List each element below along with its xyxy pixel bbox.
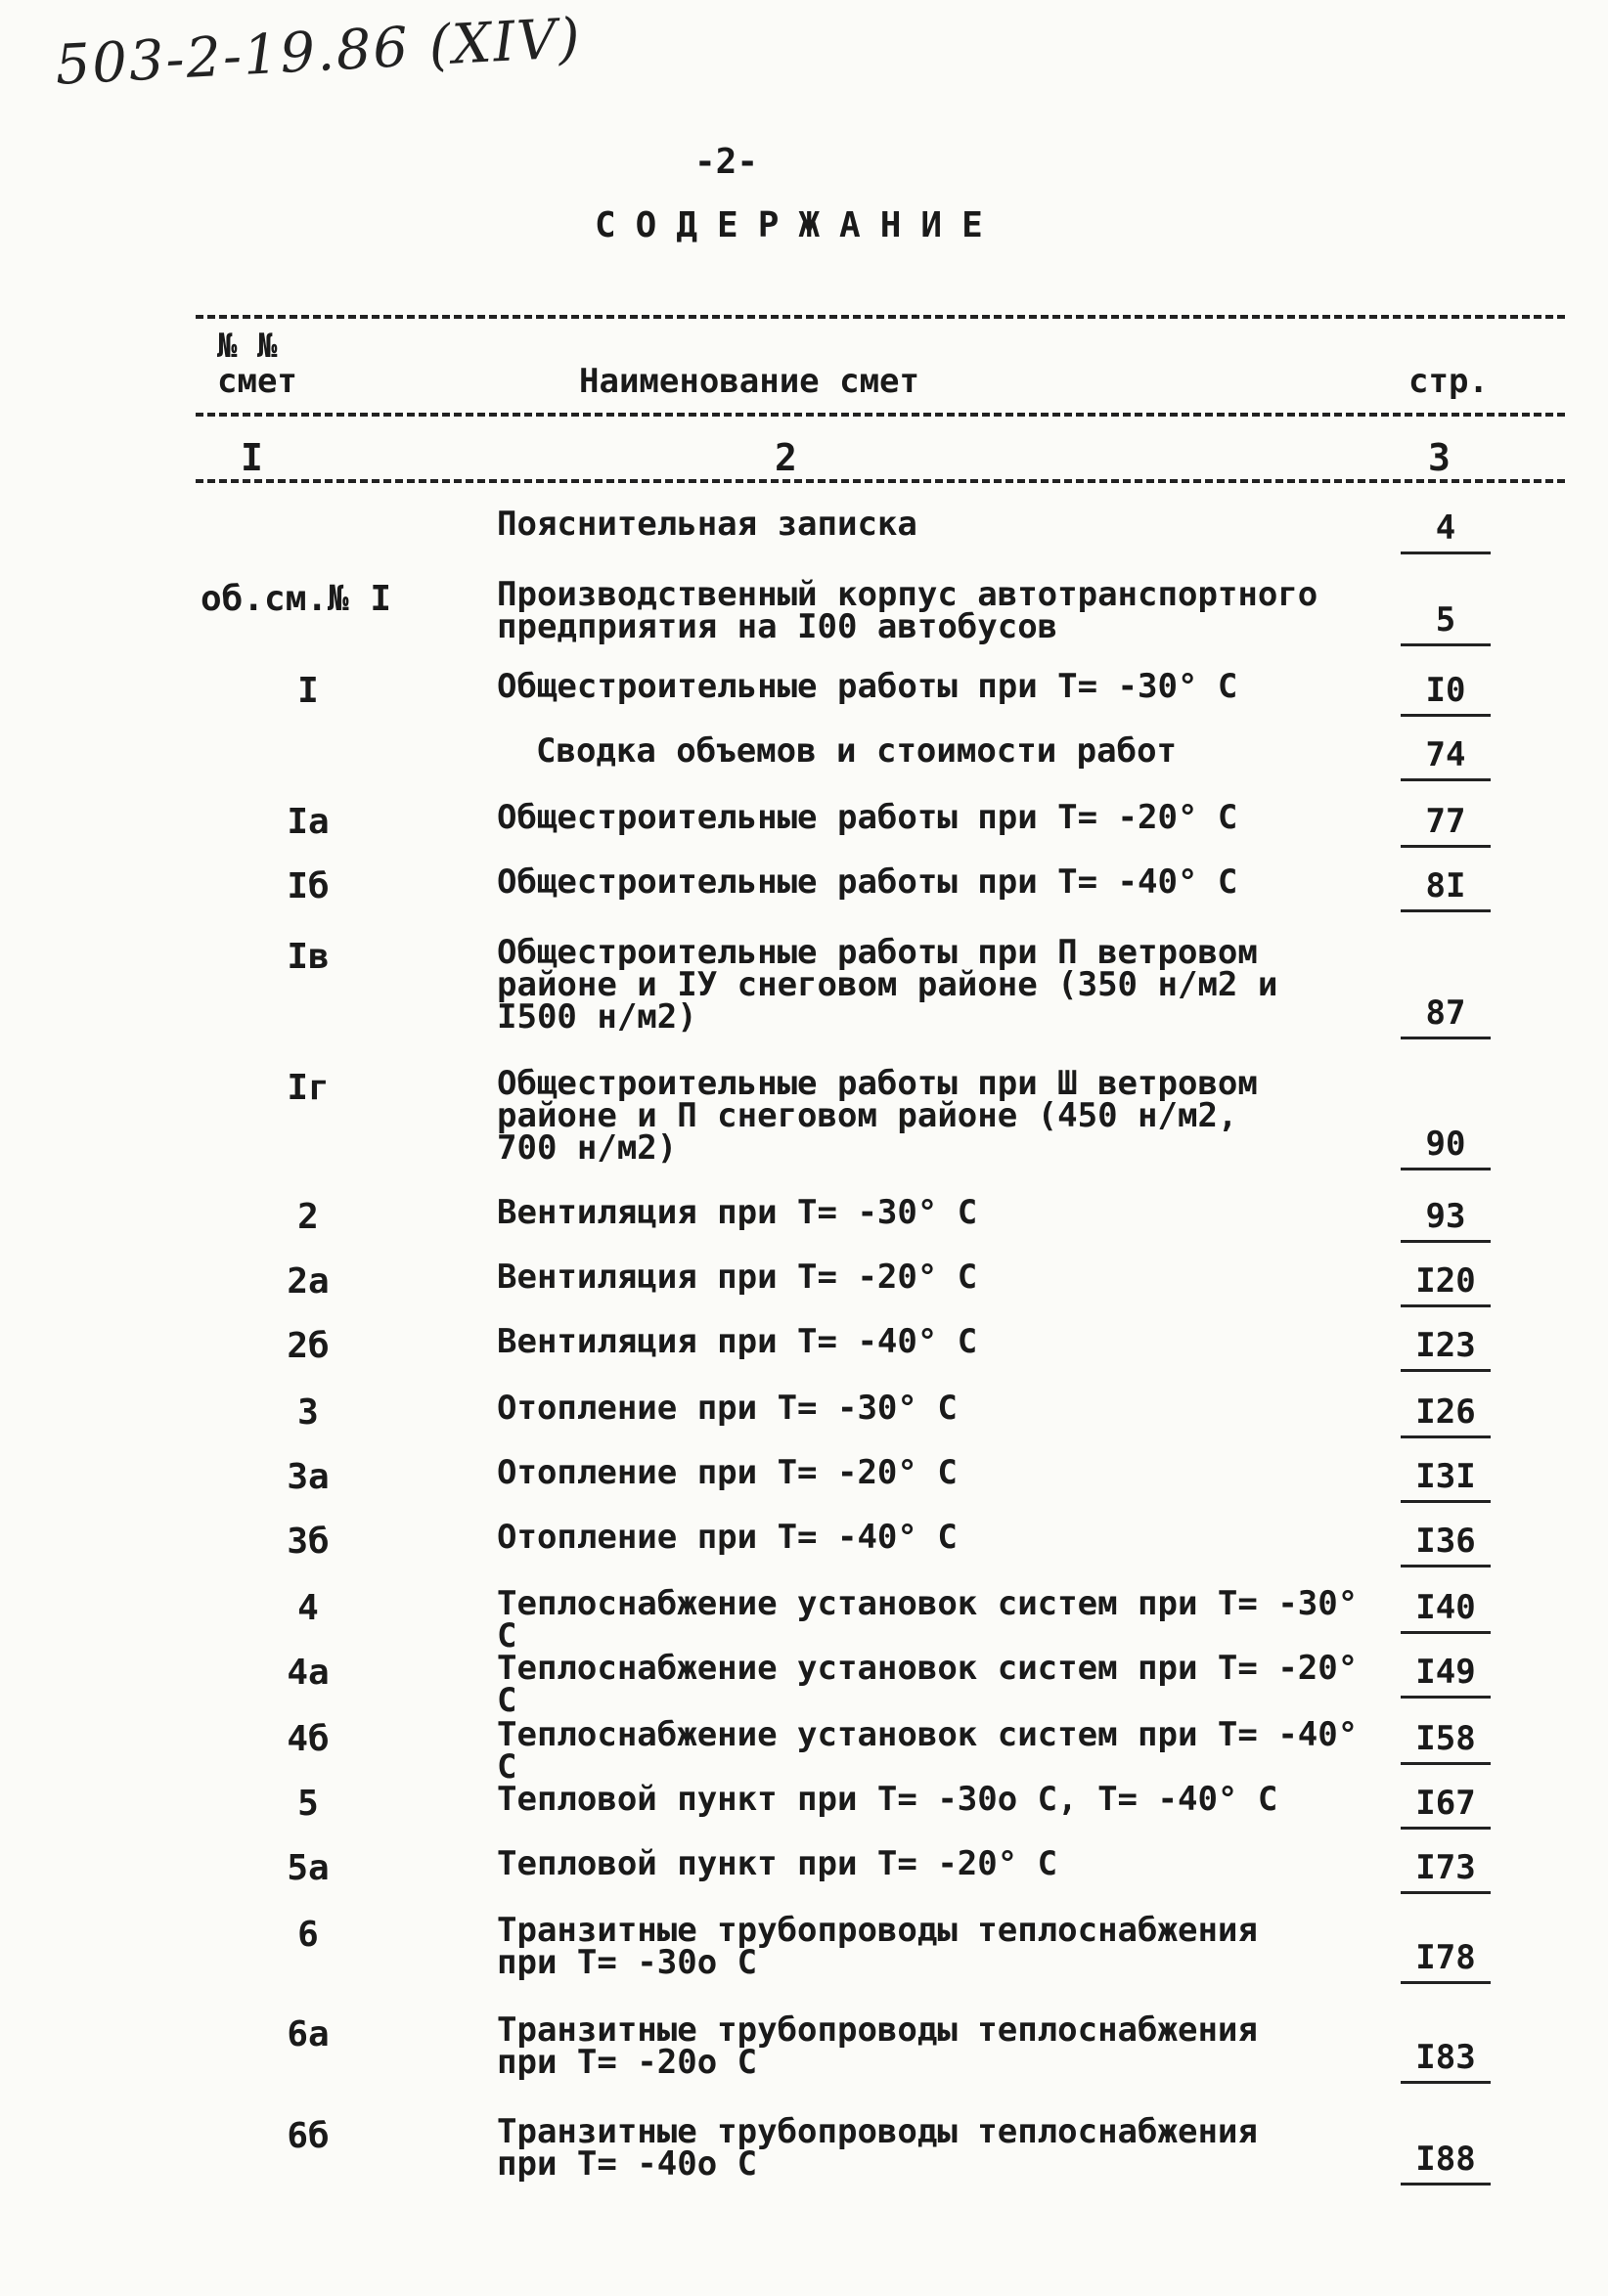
page-ref: 74	[1401, 735, 1491, 781]
page-ref: I88	[1401, 2140, 1491, 2186]
page-ref: 93	[1401, 1197, 1491, 1243]
col2-number: 2	[775, 436, 797, 479]
estimate-name: Общестроительные работы при Т= -40° С	[497, 862, 1238, 902]
col3-number: 3	[1428, 436, 1451, 479]
estimate-name: Общестроительные работы при Т= -30° С	[497, 667, 1238, 706]
estimate-name: Пояснительная записка	[497, 505, 917, 544]
page-ref: I49	[1401, 1653, 1491, 1699]
page-ref: 4	[1401, 508, 1491, 554]
page-ref: 8I	[1401, 866, 1491, 912]
page-ref: I20	[1401, 1261, 1491, 1307]
estimate-code: 5а	[287, 1848, 330, 1888]
estimate-name: Тепловой пункт при Т= -20° С	[497, 1844, 1058, 1883]
page-ref: I23	[1401, 1326, 1491, 1372]
estimate-name: Общестроительные работы при П ветровом районе и IУ снеговом районе (350 н/м2 и I500 н/м2)	[497, 933, 1278, 1037]
estimate-code: 2б	[287, 1326, 330, 1366]
estimate-name: Вентиляция при Т= -30° С	[497, 1193, 978, 1232]
page-ref: 77	[1401, 802, 1491, 848]
handwritten-doc-code: 503-2-19.86 (XIV)	[54, 6, 584, 98]
estimate-code: 3б	[287, 1522, 330, 1562]
estimate-name: Вентиляция при Т= -40° С	[497, 1322, 978, 1361]
estimate-name: Общестроительные работы при Ш ветровом районе и П снеговом районе (450 н/м2, 700 н/м2)	[497, 1064, 1258, 1168]
estimate-name: Отопление при Т= -30° С	[497, 1389, 958, 1428]
estimate-name: Теплоснабжение установок систем при Т= -30° С	[497, 1584, 1359, 1656]
page-ref: 5	[1401, 600, 1491, 646]
page-ref: I58	[1401, 1719, 1491, 1765]
estimate-name: Транзитные трубопроводы теплоснабжения при Т= -30о С	[497, 1911, 1258, 1982]
page-ref: I3I	[1401, 1457, 1491, 1503]
estimate-name: Вентиляция при Т= -20° С	[497, 1258, 978, 1297]
page-number: -2-	[694, 142, 759, 182]
page-ref: 90	[1401, 1125, 1491, 1170]
divider-header-bottom	[196, 413, 1565, 417]
estimate-name: Транзитные трубопроводы теплоснабжения при Т= -20о С	[497, 2010, 1258, 2082]
estimate-code: 4а	[287, 1653, 330, 1693]
divider-numbers-bottom	[196, 479, 1565, 483]
page-title: СОДЕРЖАНИЕ	[595, 205, 1003, 245]
page-ref: I40	[1401, 1588, 1491, 1634]
estimate-name: Тепловой пункт при Т= -30о С, Т= -40° С	[497, 1780, 1278, 1819]
page-ref: I36	[1401, 1522, 1491, 1567]
estimate-name: Отопление при Т= -40° С	[497, 1518, 958, 1557]
estimate-code: об.см.№ I	[201, 579, 392, 619]
estimate-code: Iб	[287, 866, 330, 906]
estimate-name: Производственный корпус автотранспортного предприятия на I00 автобусов	[497, 575, 1318, 646]
estimate-code: 2	[297, 1197, 319, 1237]
col1-header-line1: № №	[217, 327, 278, 366]
page-ref: I0	[1401, 671, 1491, 717]
col1-number: I	[241, 436, 263, 479]
estimate-code: 6б	[287, 2116, 330, 2156]
estimate-code: 2а	[287, 1261, 330, 1302]
estimate-code: 6	[297, 1915, 319, 1955]
page-ref: I67	[1401, 1784, 1491, 1830]
estimate-code: 3а	[287, 1457, 330, 1497]
estimate-code: 5	[297, 1784, 319, 1824]
page-ref: I78	[1401, 1938, 1491, 1984]
estimate-code: Iа	[287, 802, 330, 842]
estimate-code: 3	[297, 1392, 319, 1433]
estimate-code: Iг	[287, 1068, 330, 1108]
col1-header-line2: смет	[217, 362, 297, 401]
estimate-code: I	[297, 671, 319, 711]
col2-header: Наименование смет	[579, 362, 919, 401]
page-ref: I26	[1401, 1392, 1491, 1438]
page-ref: I73	[1401, 1848, 1491, 1894]
estimate-name: Транзитные трубопроводы теплоснабжения при Т= -40о С	[497, 2112, 1258, 2184]
estimate-code: Iв	[287, 937, 330, 977]
col3-header: стр.	[1408, 362, 1489, 401]
divider-top	[196, 315, 1565, 319]
estimate-name: Отопление при Т= -20° С	[497, 1453, 958, 1492]
estimate-code: 6а	[287, 2014, 330, 2054]
estimate-code: 4	[297, 1588, 319, 1628]
estimate-name: Теплоснабжение установок систем при Т= -40° С	[497, 1715, 1359, 1787]
estimate-name: Общестроительные работы при Т= -20° С	[497, 798, 1238, 837]
page-ref: I83	[1401, 2038, 1491, 2084]
page-ref: 87	[1401, 993, 1491, 1039]
estimate-name: Теплоснабжение установок систем при Т= -20° С	[497, 1649, 1359, 1720]
estimate-name: Сводка объемов и стоимости работ	[536, 731, 1178, 771]
estimate-code: 4б	[287, 1719, 330, 1759]
